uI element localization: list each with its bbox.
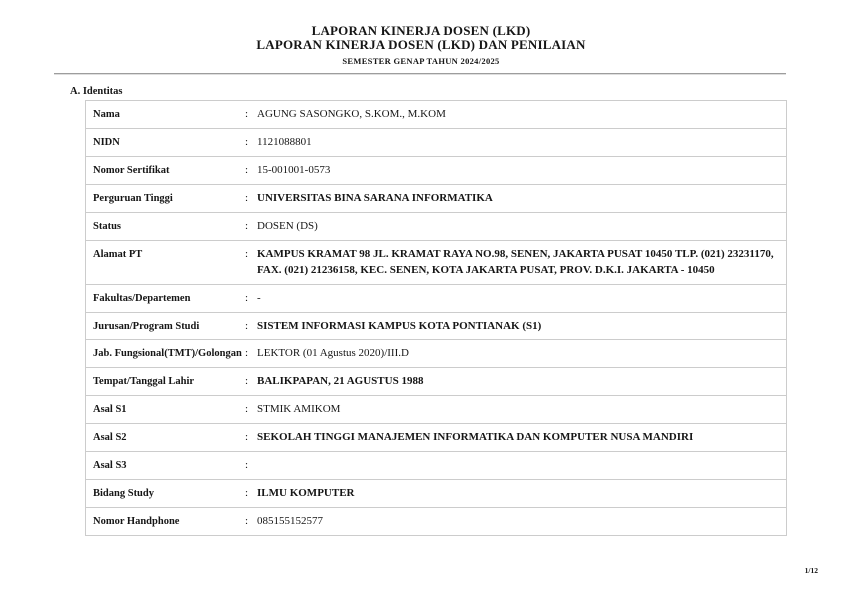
table-row	[86, 368, 786, 396]
field-value: 15-001001-0573	[257, 163, 331, 176]
colon-separator: :	[245, 135, 249, 148]
table-row	[86, 213, 786, 241]
field-label: Nomor Sertifikat	[93, 164, 170, 176]
field-label: Perguruan Tinggi	[93, 192, 173, 204]
table-row	[86, 101, 786, 129]
field-value: -	[257, 291, 261, 304]
table-row	[86, 508, 786, 535]
field-value: 085155152577	[257, 515, 323, 528]
table-row	[86, 480, 786, 508]
field-label: Jab. Fungsional(TMT)/Golongan	[93, 348, 242, 360]
document-title-line1: LAPORAN KINERJA DOSEN (LKD)	[311, 23, 531, 38]
table-row	[86, 129, 786, 157]
field-label: Nomor Handphone	[93, 516, 180, 528]
colon-separator: :	[245, 487, 249, 500]
field-value: AGUNG SASONGKO, S.KOM., M.KOM	[257, 108, 446, 120]
document-header	[0, 24, 842, 66]
section-heading: A. Identitas	[70, 86, 123, 97]
field-value: 1121088801	[257, 135, 312, 148]
colon-separator: :	[245, 163, 249, 176]
table-row	[86, 157, 786, 185]
table-row	[86, 185, 786, 213]
field-value: DOSEN (DS)	[257, 219, 318, 232]
table-row	[86, 452, 786, 480]
header-divider	[54, 73, 786, 75]
field-value: LEKTOR (01 Agustus 2020)/III.D	[257, 347, 409, 360]
field-label: Fakultas/Departemen	[93, 292, 191, 304]
colon-separator: :	[245, 403, 249, 416]
field-label: Jurusan/Program Studi	[93, 320, 200, 332]
field-value: BALIKPAPAN, 21 AGUSTUS 1988	[257, 375, 424, 388]
field-label: Tempat/Tanggal Lahir	[93, 376, 195, 388]
table-row	[86, 313, 786, 341]
field-label: Asal S2	[93, 432, 127, 444]
page-number: 1/12	[804, 566, 818, 575]
document-title-line2: LAPORAN KINERJA DOSEN (LKD) DAN PENILAIAN	[256, 37, 586, 53]
identitas-table	[85, 100, 787, 536]
field-value: KAMPUS KRAMAT 98 JL. KRAMAT RAYA NO.98, SENEN, JAKARTA PUSAT 10450 TLP. (021) 23231170, FAX. (021) 21236158, KEC. SENEN, KOTA JAKARTA PUSAT, PROV. D.K.I. JAKARTA - 10450	[257, 247, 774, 276]
colon-separator: :	[245, 375, 249, 388]
field-label: Asal S3	[93, 460, 127, 472]
field-label: Bidang Study	[93, 488, 154, 500]
colon-separator: :	[245, 191, 249, 204]
field-label: NIDN	[93, 136, 120, 148]
field-value: SEKOLAH TINGGI MANAJEMEN INFORMATIKA DAN KOMPUTER NUSA MANDIRI	[257, 431, 694, 444]
colon-separator: :	[245, 247, 249, 260]
field-value: ILMU KOMPUTER	[257, 487, 355, 500]
document-subtitle: SEMESTER GENAP TAHUN 2024/2025	[342, 55, 500, 66]
colon-separator: :	[245, 219, 249, 232]
colon-separator: :	[245, 319, 249, 332]
field-value: SISTEM INFORMASI KAMPUS KOTA PONTIANAK (S1)	[257, 319, 542, 332]
field-label: Alamat PT	[93, 248, 143, 260]
table-row	[86, 241, 786, 285]
table-row	[86, 285, 786, 313]
colon-separator: :	[245, 431, 249, 444]
table-row	[86, 424, 786, 452]
colon-separator: :	[245, 291, 249, 304]
colon-separator: :	[245, 347, 249, 360]
table-row	[86, 396, 786, 424]
colon-separator: :	[245, 515, 249, 528]
field-label: Asal S1	[93, 404, 127, 416]
field-value: UNIVERSITAS BINA SARANA INFORMATIKA	[257, 191, 493, 204]
colon-separator: :	[245, 459, 249, 472]
field-label: Nama	[93, 109, 120, 120]
table-row	[86, 340, 786, 368]
colon-separator: :	[245, 108, 249, 120]
field-value: STMIK AMIKOM	[257, 403, 341, 416]
field-label: Status	[93, 220, 122, 232]
